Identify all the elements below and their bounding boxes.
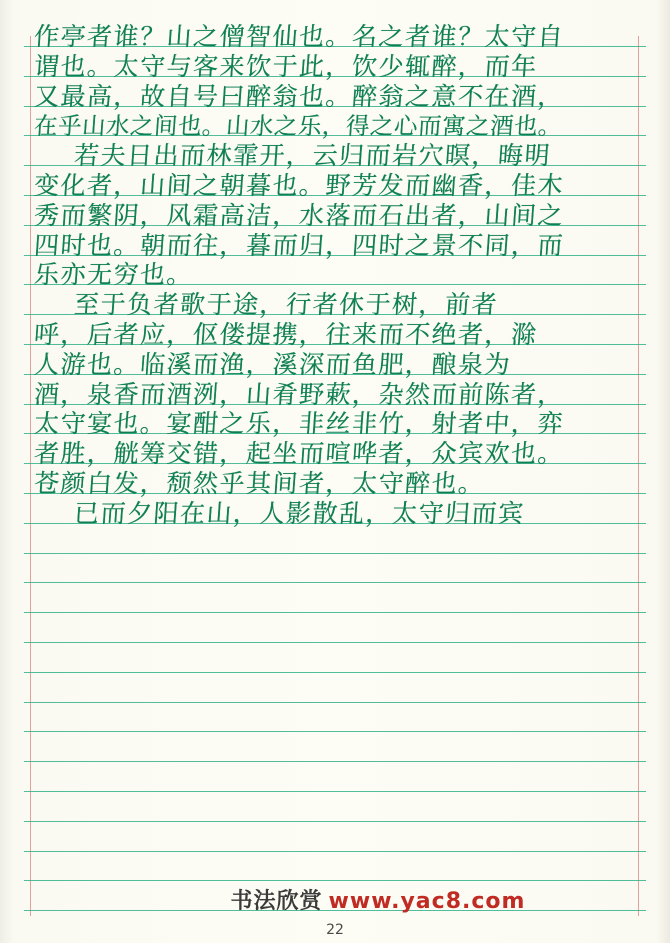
handwritten-line: 在乎山水之间也。山水之乐，得之心而寓之酒也。 <box>33 112 563 141</box>
watermark-url-text: www.yac8.com <box>328 889 526 914</box>
handwritten-line: 作亭者谁？山之僧智仙也。名之者谁？太守自 <box>33 22 566 51</box>
handwritten-line: 呼，后者应，伛偻提携，往来而不绝者，滁 <box>33 320 539 349</box>
watermark <box>168 884 588 915</box>
handwritten-line: 者胜，觥筹交错，起坐而喧哗者，众宾欢也。 <box>33 439 566 469</box>
handwritten-line: 人游也。临溪而渔，溪深而鱼肥，酿泉为 <box>33 349 513 379</box>
handwritten-line: 四时也。朝而往，暮而归，四时之景不同，而 <box>33 230 566 260</box>
handwritten-text-block <box>24 22 646 916</box>
handwritten-line: 谓也。太守与客来饮于此，饮少辄醉，而年 <box>33 51 539 81</box>
handwritten-line: 至于负者歌于途，行者休于树，前者 <box>73 290 500 320</box>
handwritten-line: 酒，泉香而酒洌，山肴野蔌，杂然而前陈者， <box>33 379 566 409</box>
handwritten-line: 乐亦无穷也。 <box>33 260 195 290</box>
handwritten-line: 苍颜白发，颓然乎其间者，太守醉也。 <box>33 469 486 498</box>
handwritten-line: 变化者，山间之朝暮也。野芳发而幽香，佳木 <box>33 171 566 200</box>
handwritten-line: 已而夕阳在山，人影散乱，太守归而宾 <box>73 498 526 528</box>
handwritten-line: 若夫日出而林霏开，云归而岩穴暝，晦明 <box>73 141 553 171</box>
handwritten-line: 秀而繁阴，风霜高洁，水落而石出者，山间之 <box>33 200 566 230</box>
handwritten-line: 太守宴也。宴酣之乐，非丝非竹，射者中，弈 <box>33 409 566 439</box>
watermark-site-text: 书法欣赏 <box>230 889 323 914</box>
handwritten-line: 又最高，故自号曰醉翁也。醉翁之意不在酒， <box>33 81 566 111</box>
page-number: 22 <box>326 922 344 938</box>
